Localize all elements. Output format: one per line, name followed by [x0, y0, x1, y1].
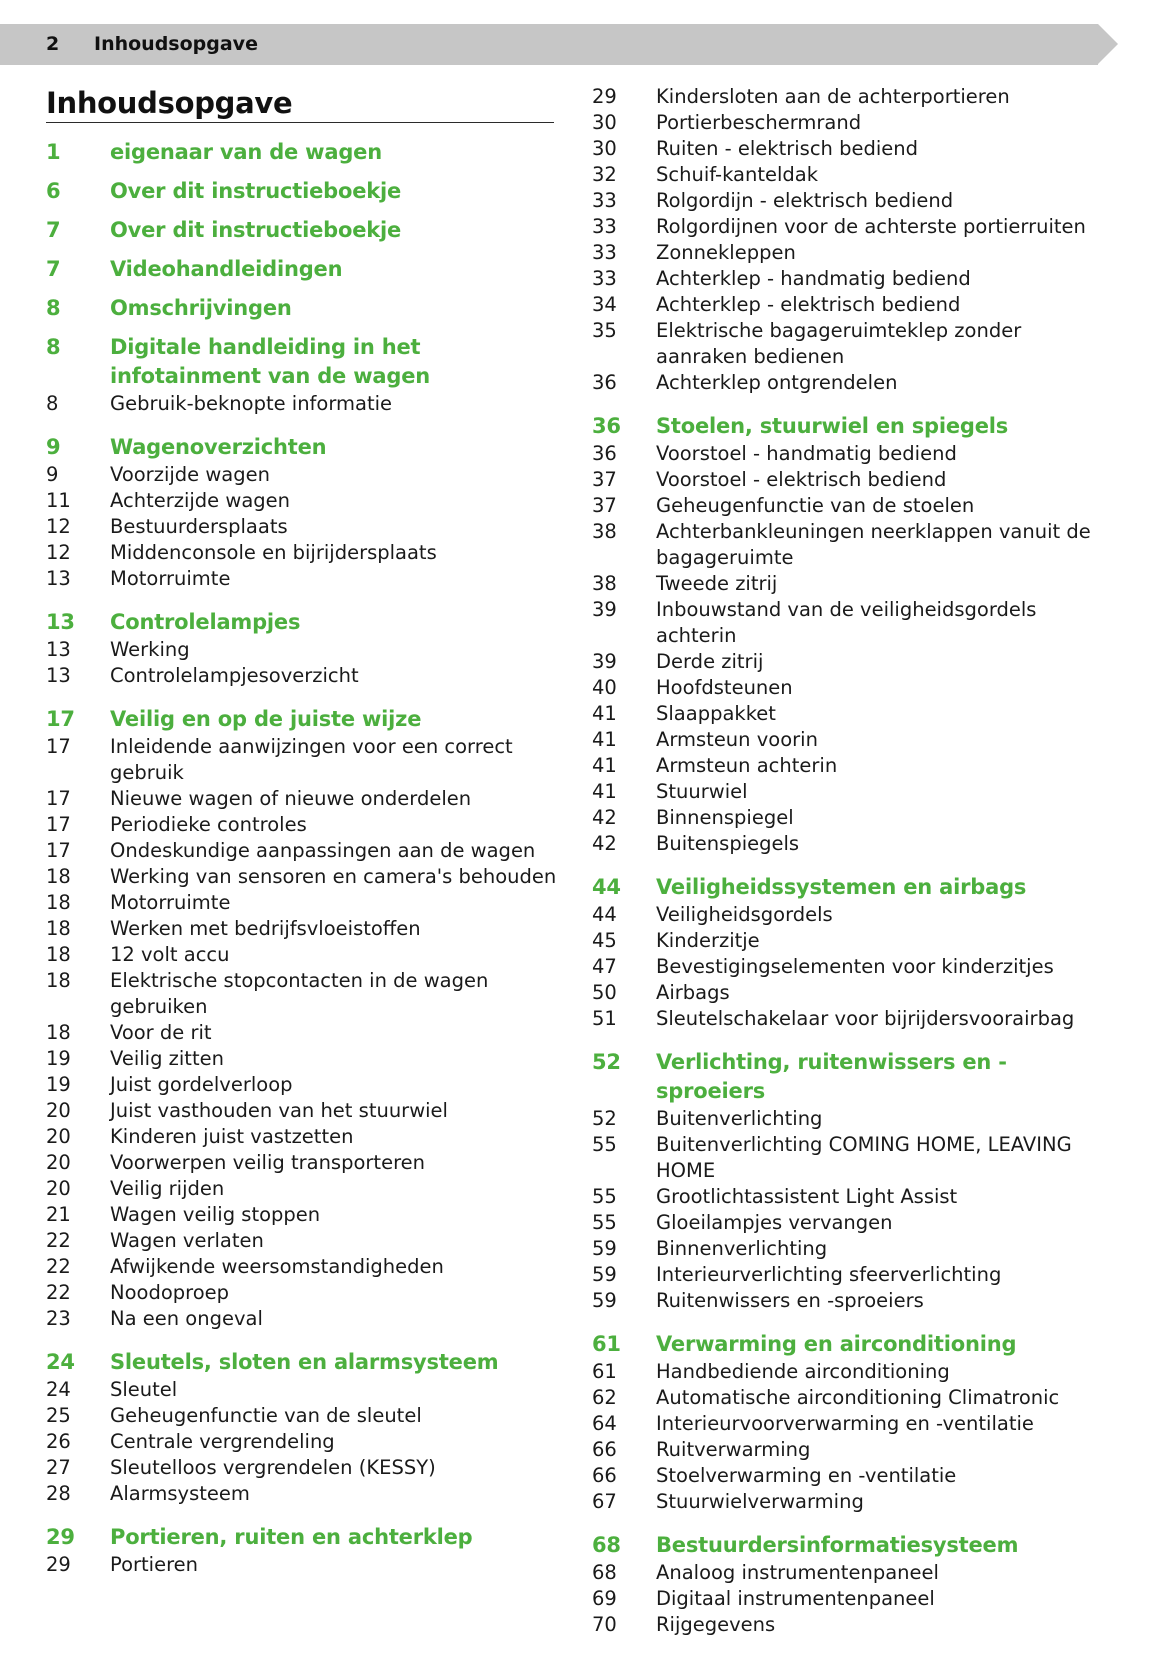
toc-page-number: 42: [592, 832, 617, 855]
toc-entry[interactable]: [592, 954, 1112, 980]
toc-entry-title: Verlichting, ruitenwissers en -sproeiers: [656, 1050, 1007, 1103]
toc-entry[interactable]: [592, 805, 1112, 831]
toc-entry[interactable]: [592, 675, 1112, 701]
toc-entry-title: Over dit instructieboekje: [110, 179, 402, 203]
toc-entry-title: Wagenoverzichten: [110, 435, 327, 459]
toc-page-number: 61: [592, 1360, 617, 1383]
toc-entry-title: Analoog instrumentenpaneel: [656, 1561, 939, 1584]
toc-page-number: 33: [592, 241, 617, 264]
toc-entry-title: Nieuwe wagen of nieuwe onderdelen: [110, 787, 472, 810]
toc-page-number: 34: [592, 293, 617, 316]
toc-entry-title: Stuurwiel: [656, 780, 748, 803]
toc-page-number: 68: [592, 1561, 617, 1584]
toc-page-number: 8: [46, 335, 61, 359]
toc-page-number: 44: [592, 875, 621, 899]
toc-page-number: 29: [46, 1553, 71, 1576]
toc-page-number: 18: [46, 917, 71, 940]
toc-entry[interactable]: [592, 519, 1112, 571]
toc-entry-title: Voorzijde wagen: [110, 463, 270, 486]
toc-entry[interactable]: [46, 566, 566, 592]
toc-entry-title: Alarmsysteem: [110, 1482, 250, 1505]
header-page-number: 2: [46, 33, 60, 55]
toc-entry[interactable]: [46, 890, 566, 916]
toc-entry-title: Na een ongeval: [110, 1307, 263, 1330]
toc-entry[interactable]: [592, 136, 1112, 162]
toc-page-number: 26: [46, 1430, 71, 1453]
toc-entry-title: Veiligheidsgordels: [656, 903, 833, 926]
toc-entry[interactable]: [592, 370, 1112, 396]
toc-entry[interactable]: [592, 1006, 1112, 1032]
toc-entry[interactable]: [592, 571, 1112, 597]
toc-page-number: 62: [592, 1386, 617, 1409]
toc-entry[interactable]: [592, 649, 1112, 675]
toc-entry[interactable]: [46, 1072, 566, 1098]
toc-entry[interactable]: [592, 727, 1112, 753]
toc-page-number: 12: [46, 541, 71, 564]
toc-entry[interactable]: [592, 1106, 1112, 1132]
toc-page-number: 8: [46, 296, 61, 320]
toc-entry-title: Stoelen, stuurwiel en spiegels: [656, 414, 1009, 438]
toc-page-number: 30: [592, 111, 617, 134]
toc-page-number: 29: [46, 1525, 75, 1549]
toc-entry-title: Binnenspiegel: [656, 806, 794, 829]
toc-entry-title: Airbags: [656, 981, 730, 1004]
toc-entry[interactable]: [592, 162, 1112, 188]
toc-page-number: 38: [592, 572, 617, 595]
toc-entry-title: Gebruik-beknopte informatie: [110, 392, 393, 415]
toc-entry[interactable]: [46, 1202, 566, 1228]
toc-entry[interactable]: [46, 1481, 566, 1507]
toc-entry-title: Centrale vergrendeling: [110, 1430, 335, 1453]
toc-entry-title: Motorruimte: [110, 891, 231, 914]
toc-entry[interactable]: [592, 214, 1112, 240]
toc-page-number: 7: [46, 218, 61, 242]
toc-entry[interactable]: [592, 1359, 1112, 1385]
toc-page-number: 59: [592, 1237, 617, 1260]
toc-entry-title: Digitaal instrumentenpaneel: [656, 1587, 935, 1610]
toc-page-number: 1: [46, 140, 61, 164]
toc-page-number: 9: [46, 435, 61, 459]
toc-entry-title: Portierbeschermrand: [656, 111, 862, 134]
toc-entry[interactable]: [46, 812, 566, 838]
toc-entry-title: Elektrische bagageruimteklep zonder aanraken bedienen: [656, 319, 1022, 368]
toc-entry[interactable]: [46, 786, 566, 812]
toc-entry[interactable]: [592, 1586, 1112, 1612]
toc-entry[interactable]: [592, 1437, 1112, 1463]
toc-entry[interactable]: [592, 84, 1112, 110]
toc-page-number: 20: [46, 1099, 71, 1122]
toc-section-heading[interactable]: [46, 608, 566, 637]
toc-entry-title: Controlelampjesoverzicht: [110, 664, 359, 687]
toc-entry-title: Noodoproep: [110, 1281, 230, 1304]
toc-entry-title: Portieren, ruiten en achterklep: [110, 1525, 473, 1549]
toc-entry[interactable]: [46, 1377, 566, 1403]
toc-page-number: 55: [592, 1185, 617, 1208]
toc-page-number: 21: [46, 1203, 71, 1226]
toc-page-number: 20: [46, 1125, 71, 1148]
toc-page-number: 29: [592, 85, 617, 108]
toc-entry[interactable]: [592, 1236, 1112, 1262]
toc-page-number: 37: [592, 468, 617, 491]
toc-entry-title: Werken met bedrijfsvloeistoffen: [110, 917, 421, 940]
toc-page-number: 41: [592, 780, 617, 803]
toc-entry[interactable]: [592, 318, 1112, 370]
toc-page-number: 38: [592, 520, 617, 543]
toc-entry[interactable]: [592, 292, 1112, 318]
toc-entry[interactable]: [592, 1184, 1112, 1210]
toc-page-number: 50: [592, 981, 617, 1004]
toc-entry[interactable]: [46, 1429, 566, 1455]
toc-entry[interactable]: [46, 637, 566, 663]
toc-entry-title: Bevestigingselementen voor kinderzitjes: [656, 955, 1054, 978]
toc-page-number: 18: [46, 865, 71, 888]
toc-entry-title: eigenaar van de wagen: [110, 140, 382, 164]
toc-page-number: 33: [592, 215, 617, 238]
toc-entry[interactable]: [46, 1098, 566, 1124]
toc-entry[interactable]: [46, 462, 566, 488]
toc-entry[interactable]: [46, 1150, 566, 1176]
toc-entry[interactable]: [46, 838, 566, 864]
toc-entry[interactable]: [592, 1132, 1112, 1184]
toc-entry-title: Veilig en op de juiste wijze: [110, 707, 422, 731]
toc-page-number: 32: [592, 163, 617, 186]
title-divider: [46, 122, 554, 123]
toc-entry[interactable]: [46, 1552, 566, 1578]
toc-entry[interactable]: [592, 1411, 1112, 1437]
toc-entry[interactable]: [46, 514, 566, 540]
toc-page-number: 66: [592, 1464, 617, 1487]
toc-page-number: 6: [46, 179, 61, 203]
toc-page-number: 68: [592, 1533, 621, 1557]
toc-page-number: 11: [46, 489, 71, 512]
toc-entry-title: Stoelverwarming en -ventilatie: [656, 1464, 957, 1487]
toc-page-number: 13: [46, 610, 75, 634]
page-title: Inhoudsopgave: [46, 86, 293, 120]
toc-entry-title: Voorstoel - handmatig bediend: [656, 442, 957, 465]
toc-entry-title: Binnenverlichting: [656, 1237, 828, 1260]
toc-entry[interactable]: [592, 493, 1112, 519]
toc-section-heading[interactable]: [592, 412, 1112, 441]
toc-entry-title: Interieurverlichting sfeerverlichting: [656, 1263, 1002, 1286]
toc-entry-title: Kinderen juist vastzetten: [110, 1125, 354, 1148]
toc-entry-title: Inleidende aanwijzingen voor een correct gebruik: [110, 735, 513, 784]
toc-left-column: [46, 138, 566, 1578]
toc-entry-title: Werking: [110, 638, 190, 661]
toc-entry-title: Digitale handleiding in het infotainment van de wagen: [110, 335, 430, 388]
toc-entry[interactable]: [46, 1306, 566, 1332]
toc-entry[interactable]: [46, 916, 566, 942]
toc-entry-title: Schuif-kanteldak: [656, 163, 819, 186]
toc-page-number: 39: [592, 650, 617, 673]
toc-entry-title: Grootlichtassistent Light Assist: [656, 1185, 958, 1208]
header-arrow-shape: [1098, 24, 1118, 64]
toc-entry[interactable]: [592, 240, 1112, 266]
toc-section-heading[interactable]: [592, 1330, 1112, 1359]
toc-entry-title: Ruitverwarming: [656, 1438, 811, 1461]
toc-page-number: 22: [46, 1229, 71, 1252]
toc-entry-title: Rolgordijnen voor de achterste portierruiten: [656, 215, 1086, 238]
toc-entry[interactable]: [46, 1280, 566, 1306]
toc-entry[interactable]: [46, 734, 566, 786]
toc-page-number: 18: [46, 943, 71, 966]
toc-section-heading[interactable]: [592, 873, 1112, 902]
toc-page-number: 13: [46, 567, 71, 590]
toc-page-number: 39: [592, 598, 617, 621]
toc-entry[interactable]: [592, 779, 1112, 805]
toc-entry-title: Afwijkende weersomstandigheden: [110, 1255, 444, 1278]
toc-entry[interactable]: [592, 980, 1112, 1006]
toc-section-heading[interactable]: [46, 1523, 566, 1552]
toc-entry-title: Ondeskundige aanpassingen aan de wagen: [110, 839, 536, 862]
toc-page-number: 51: [592, 1007, 617, 1030]
toc-entry[interactable]: [46, 1020, 566, 1046]
toc-entry-title: Portieren: [110, 1553, 199, 1576]
toc-entry[interactable]: [46, 1254, 566, 1280]
toc-section-heading[interactable]: [592, 1048, 1112, 1106]
toc-page-number: 66: [592, 1438, 617, 1461]
toc-entry[interactable]: [592, 188, 1112, 214]
toc-entry-title: Kindersloten aan de achterportieren: [656, 85, 1010, 108]
toc-page-number: 41: [592, 754, 617, 777]
toc-page-number: 69: [592, 1587, 617, 1610]
toc-entry-title: 12 volt accu: [110, 943, 230, 966]
toc-entry-title: Bestuurdersinformatiesysteem: [656, 1533, 1019, 1557]
toc-entry-title: Wagen veilig stoppen: [110, 1203, 321, 1226]
toc-entry-title: Automatische airconditioning Climatronic: [656, 1386, 1060, 1409]
toc-entry-title: Voorstoel - elektrisch bediend: [656, 468, 947, 491]
toc-entry-title: Voor de rit: [110, 1021, 212, 1044]
toc-entry[interactable]: [592, 266, 1112, 292]
toc-section-heading[interactable]: [46, 333, 566, 391]
toc-entry[interactable]: [46, 540, 566, 566]
toc-page-number: 30: [592, 137, 617, 160]
toc-page-number: 33: [592, 267, 617, 290]
toc-entry-title: Armsteun achterin: [656, 754, 838, 777]
toc-entry-title: Veiligheidssystemen en airbags: [656, 875, 1027, 899]
toc-entry[interactable]: [592, 1210, 1112, 1236]
toc-page-number: 41: [592, 702, 617, 725]
toc-page-number: 42: [592, 806, 617, 829]
toc-entry-title: Wagen verlaten: [110, 1229, 264, 1252]
toc-entry-title: Geheugenfunctie van de stoelen: [656, 494, 975, 517]
toc-entry-title: Bestuurdersplaats: [110, 515, 288, 538]
toc-entry-title: Juist vasthouden van het stuurwiel: [110, 1099, 448, 1122]
toc-entry-title: Slaappakket: [656, 702, 776, 725]
toc-page-number: 20: [46, 1177, 71, 1200]
toc-page-number: 18: [46, 969, 71, 992]
toc-entry-title: Voorwerpen veilig transporteren: [110, 1151, 426, 1174]
toc-entry-title: Buitenverlichting: [656, 1107, 823, 1130]
toc-entry-title: Tweede zitrij: [656, 572, 778, 595]
toc-page-number: 45: [592, 929, 617, 952]
toc-entry[interactable]: [592, 1612, 1112, 1638]
toc-entry-title: Buitenspiegels: [656, 832, 800, 855]
toc-page-number: 41: [592, 728, 617, 751]
toc-page-number: 22: [46, 1281, 71, 1304]
toc-entry-title: Werking van sensoren en camera's behouden: [110, 865, 557, 888]
toc-entry-title: Omschrijvingen: [110, 296, 292, 320]
toc-page-number: 8: [46, 392, 59, 415]
toc-entry[interactable]: [46, 1124, 566, 1150]
toc-entry[interactable]: [592, 597, 1112, 649]
toc-page-number: 13: [46, 664, 71, 687]
toc-page-number: 18: [46, 1021, 71, 1044]
toc-entry-title: Geheugenfunctie van de sleutel: [110, 1404, 422, 1427]
toc-entry-title: Elektrische stopcontacten in de wagen gebruiken: [110, 969, 489, 1018]
toc-entry-title: Sleutelschakelaar voor bijrijdersvoorairbag: [656, 1007, 1075, 1030]
toc-section-heading[interactable]: [46, 138, 566, 167]
toc-entry[interactable]: [46, 942, 566, 968]
toc-section-heading[interactable]: [46, 216, 566, 245]
toc-page-number: 24: [46, 1350, 75, 1374]
toc-page-number: 23: [46, 1307, 71, 1330]
toc-entry-title: Controlelampjes: [110, 610, 301, 634]
toc-entry-title: Sleutelloos vergrendelen (KESSY): [110, 1456, 436, 1479]
toc-entry[interactable]: [592, 1385, 1112, 1411]
toc-page-number: 70: [592, 1613, 617, 1636]
toc-section-heading[interactable]: [46, 433, 566, 462]
toc-entry[interactable]: [592, 753, 1112, 779]
toc-entry[interactable]: [592, 1262, 1112, 1288]
toc-page-number: 28: [46, 1482, 71, 1505]
toc-entry-title: Hoofdsteunen: [656, 676, 793, 699]
toc-page-number: 17: [46, 839, 71, 862]
toc-entry[interactable]: [46, 864, 566, 890]
toc-page-number: 7: [46, 257, 61, 281]
toc-entry-title: Juist gordelverloop: [110, 1073, 293, 1096]
toc-entry[interactable]: [592, 902, 1112, 928]
toc-page-number: 13: [46, 638, 71, 661]
toc-page-number: 36: [592, 371, 617, 394]
toc-entry-title: Buitenverlichting COMING HOME, LEAVING HOME: [656, 1133, 1072, 1182]
toc-entry[interactable]: [46, 1228, 566, 1254]
toc-entry[interactable]: [592, 1463, 1112, 1489]
toc-entry-title: Zonnekleppen: [656, 241, 796, 264]
toc-entry[interactable]: [46, 663, 566, 689]
toc-entry[interactable]: [46, 1176, 566, 1202]
toc-page-number: 17: [46, 735, 71, 758]
toc-entry[interactable]: [46, 488, 566, 514]
toc-entry[interactable]: [592, 1288, 1112, 1314]
toc-section-heading[interactable]: [46, 255, 566, 284]
toc-entry-title: Videohandleidingen: [110, 257, 343, 281]
toc-entry-title: Achterzijde wagen: [110, 489, 291, 512]
toc-entry-title: Gloeilampjes vervangen: [656, 1211, 893, 1234]
toc-page-number: 22: [46, 1255, 71, 1278]
toc-page-number: 35: [592, 319, 617, 342]
toc-entry[interactable]: [592, 1489, 1112, 1515]
toc-page-number: 36: [592, 442, 617, 465]
toc-page-number: 18: [46, 891, 71, 914]
toc-entry-title: Achterklep - handmatig bediend: [656, 267, 971, 290]
toc-right-column: [592, 84, 1112, 1638]
toc-page-number: 61: [592, 1332, 621, 1356]
toc-entry-title: Verwarming en airconditioning: [656, 1332, 1017, 1356]
toc-page-number: 59: [592, 1263, 617, 1286]
toc-entry-title: Achterklep - elektrisch bediend: [656, 293, 961, 316]
toc-entry[interactable]: [46, 1046, 566, 1072]
toc-entry-title: Achterklep ontgrendelen: [656, 371, 898, 394]
toc-entry[interactable]: [46, 1455, 566, 1481]
toc-page-number: 44: [592, 903, 617, 926]
toc-entry[interactable]: [46, 391, 566, 417]
toc-page-number: 59: [592, 1289, 617, 1312]
toc-entry[interactable]: [46, 1403, 566, 1429]
toc-entry[interactable]: [592, 441, 1112, 467]
toc-entry-title: Sleutels, sloten en alarmsysteem: [110, 1350, 499, 1374]
toc-page-number: 25: [46, 1404, 71, 1427]
toc-page-number: 64: [592, 1412, 617, 1435]
toc-entry[interactable]: [592, 831, 1112, 857]
toc-page-number: 40: [592, 676, 617, 699]
toc-page-number: 36: [592, 414, 621, 438]
toc-section-heading[interactable]: [592, 1531, 1112, 1560]
toc-entry-title: Handbediende airconditioning: [656, 1360, 950, 1383]
toc-entry-title: Rijgegevens: [656, 1613, 776, 1636]
toc-page-number: 52: [592, 1050, 621, 1074]
toc-entry-title: Veilig rijden: [110, 1177, 225, 1200]
toc-section-heading[interactable]: [46, 705, 566, 734]
toc-entry-title: Achterbankleuningen neerklappen vanuit de bagageruimte: [656, 520, 1091, 569]
toc-page-number: 67: [592, 1490, 617, 1513]
toc-page-number: 17: [46, 787, 71, 810]
toc-entry-title: Veilig zitten: [110, 1047, 224, 1070]
toc-entry[interactable]: [592, 110, 1112, 136]
toc-page-number: 33: [592, 189, 617, 212]
toc-entry-title: Ruiten - elektrisch bediend: [656, 137, 919, 160]
toc-page-number: 24: [46, 1378, 71, 1401]
toc-entry-title: Over dit instructieboekje: [110, 218, 402, 242]
toc-section-heading[interactable]: [46, 294, 566, 323]
toc-entry-title: Armsteun voorin: [656, 728, 818, 751]
toc-entry-title: Interieurvoorverwarming en -ventilatie: [656, 1412, 1034, 1435]
toc-page-number: 12: [46, 515, 71, 538]
toc-page-number: 37: [592, 494, 617, 517]
toc-page-number: 55: [592, 1133, 617, 1156]
toc-entry-title: Motorruimte: [110, 567, 231, 590]
toc-page-number: 19: [46, 1047, 71, 1070]
toc-entry-title: Ruitenwissers en -sproeiers: [656, 1289, 924, 1312]
toc-page-number: 17: [46, 813, 71, 836]
toc-entry[interactable]: [46, 968, 566, 1020]
toc-page-number: 20: [46, 1151, 71, 1174]
toc-entry-title: Periodieke controles: [110, 813, 307, 836]
toc-entry[interactable]: [592, 701, 1112, 727]
toc-page-number: 55: [592, 1211, 617, 1234]
toc-page-number: 17: [46, 707, 75, 731]
toc-page-number: 47: [592, 955, 617, 978]
header-title: Inhoudsopgave: [94, 33, 258, 55]
toc-page-number: 19: [46, 1073, 71, 1096]
toc-entry[interactable]: [592, 1560, 1112, 1586]
toc-page-number: 52: [592, 1107, 617, 1130]
toc-entry-title: Inbouwstand van de veiligheidsgordels achterin: [656, 598, 1037, 647]
toc-section-heading[interactable]: [46, 177, 566, 206]
toc-entry[interactable]: [592, 928, 1112, 954]
toc-entry-title: Sleutel: [110, 1378, 178, 1401]
toc-page-number: 9: [46, 463, 59, 486]
toc-section-heading[interactable]: [46, 1348, 566, 1377]
toc-entry[interactable]: [592, 467, 1112, 493]
toc-entry-title: Rolgordijn - elektrisch bediend: [656, 189, 954, 212]
toc-page-number: 27: [46, 1456, 71, 1479]
toc-entry-title: Kinderzitje: [656, 929, 760, 952]
toc-entry-title: Derde zitrij: [656, 650, 764, 673]
toc-entry-title: Middenconsole en bijrijdersplaats: [110, 541, 437, 564]
toc-entry-title: Stuurwielverwarming: [656, 1490, 864, 1513]
